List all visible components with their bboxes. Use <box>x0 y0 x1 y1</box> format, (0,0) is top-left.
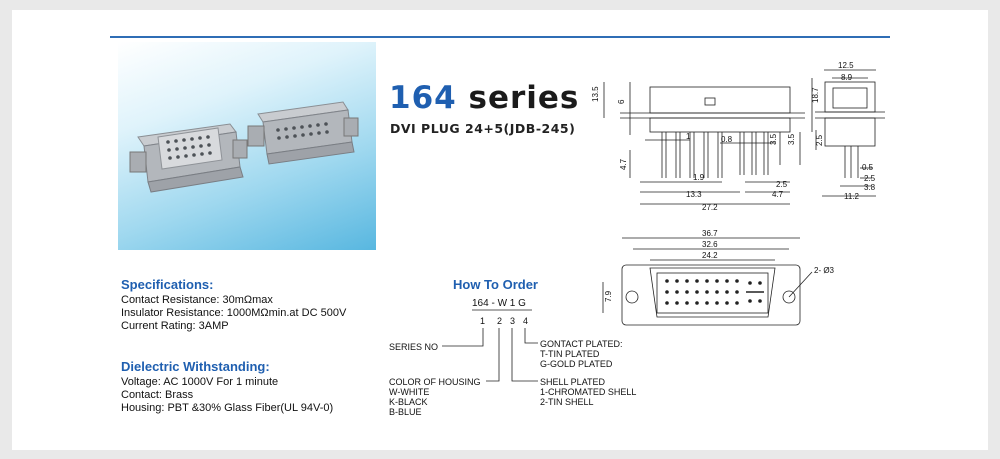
order-series-no: SERIES NO <box>389 342 439 352</box>
dim-7-9: 7.9 <box>604 290 613 302</box>
dim-pitch-1: 1 <box>686 132 691 141</box>
dim-4-7a: 4.7 <box>619 158 628 170</box>
order-code: 164 - W 1 G <box>472 298 526 309</box>
dim-1-9: 1.9 <box>693 173 705 182</box>
order-shell-2: 2-TIN SHELL <box>540 397 594 407</box>
dim-18-7: 18.7 <box>811 87 820 103</box>
order-contact-t: T-TIN PLATED <box>540 349 600 359</box>
dielectric-line-3: Housing: PBT &30% Glass Fiber(UL 94V-0) <box>121 402 334 414</box>
series-number: 164 <box>389 80 457 116</box>
dim-3-5a: 3.5 <box>769 133 778 145</box>
order-contact-title: GONTACT PLATED: <box>540 339 623 349</box>
dim-4-7b: 4.7 <box>772 190 784 199</box>
order-housing-b: B-BLUE <box>389 407 422 417</box>
order-contact-g: G-GOLD PLATED <box>540 359 613 369</box>
dielectric-heading: Dielectric Withstanding: <box>121 359 270 374</box>
product-subtitle: DVI PLUG 24+5(JDB-245) <box>390 121 576 136</box>
dim-3-5b: 3.5 <box>787 133 796 145</box>
dielectric-line-1: Voltage: AC 1000V For 1 minute <box>121 376 279 388</box>
dim-0-5: 0.5 <box>862 163 874 172</box>
order-pos-3: 3 <box>510 316 516 326</box>
how-to-order-heading: How To Order <box>453 277 538 292</box>
dim-8-9: 8.9 <box>841 73 853 82</box>
order-housing-w: W-WHITE <box>389 387 430 397</box>
order-housing-title: COLOR OF HOUSING <box>389 377 481 387</box>
dim-0-8: 0.8 <box>721 135 733 144</box>
dim-12-5: 12.5 <box>838 61 854 70</box>
dim-32-6: 32.6 <box>702 240 718 249</box>
dim-6: 6 <box>617 99 626 104</box>
dim-hole: 2- Ø3 <box>814 266 835 275</box>
dim-2-5: 2.5 <box>776 180 788 189</box>
dim-36-7: 36.7 <box>702 229 718 238</box>
spec-line-1: Contact Resistance: 30mΩmax <box>121 294 273 306</box>
dim-2-5-pin: 2.5 <box>864 174 876 183</box>
specifications-heading: Specifications: <box>121 277 214 292</box>
order-shell-1: 1-CHROMATED SHELL <box>540 387 637 397</box>
dim-24-2: 24.2 <box>702 251 718 260</box>
dim-27-2: 27.2 <box>702 203 718 212</box>
dim-13-5: 13.5 <box>591 86 600 102</box>
dim-11-2: 11.2 <box>844 192 859 201</box>
dim-2-5-end: 2.5 <box>815 134 824 146</box>
order-pos-2: 2 <box>497 316 503 326</box>
order-pos-1: 1 <box>480 316 486 326</box>
order-housing-k: K-BLACK <box>389 397 428 407</box>
series-word: series <box>468 80 580 116</box>
dielectric-line-2: Contact: Brass <box>121 389 194 401</box>
spec-line-2: Insulator Resistance: 1000MΩmin.at DC 500V <box>121 307 347 319</box>
dim-3-8: 3.8 <box>864 183 876 192</box>
order-pos-4: 4 <box>523 316 529 326</box>
order-shell-title: SHELL PLATED <box>540 377 606 387</box>
dim-13-3: 13.3 <box>686 190 702 199</box>
spec-line-3: Current Rating: 3AMP <box>121 320 229 332</box>
